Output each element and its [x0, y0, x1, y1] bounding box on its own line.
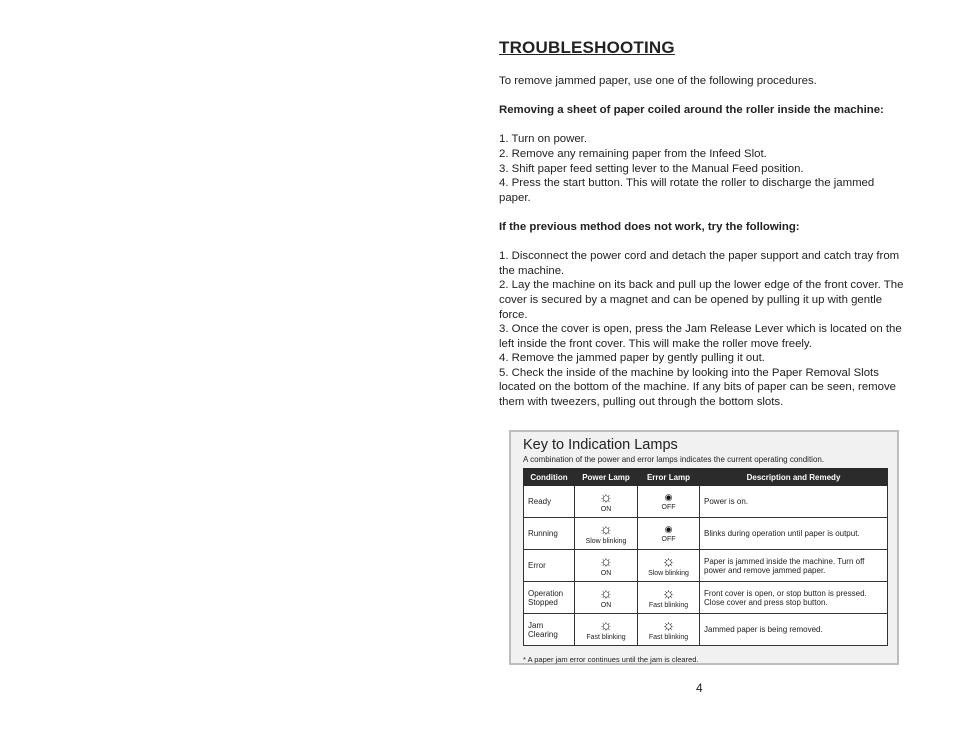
header-description: Description and Remedy [700, 469, 888, 486]
section2-step: 2. Lay the machine on its back and pull up the lower edge of the front cover. The cover is secured by a magnet and can be opened by pulling it up with gentle force. [499, 279, 904, 321]
sun-icon: ☼ [599, 488, 613, 506]
power-lamp-state: Slow blinking [585, 537, 627, 545]
power-lamp-state: ON [600, 505, 612, 513]
condition-cell: Ready [524, 486, 575, 518]
table-row [524, 486, 888, 518]
header-condition: Condition [524, 469, 575, 486]
error-lamp-state: Fast blinking [648, 601, 689, 609]
dot-icon: ◉ [664, 492, 673, 502]
sun-icon: ☼ [661, 584, 676, 602]
description-cell: Jammed paper is being removed. [700, 614, 888, 646]
condition-cell: Operation Stopped [524, 582, 575, 614]
section2-step: 5. Check the inside of the machine by looking into the Paper Removal Slots located on the bottom of the machine. If any bits of paper can be seen, remove them with tweezers, pulling out through the bottom slots. [499, 366, 897, 409]
page-title: TROUBLESHOOTING [499, 38, 675, 57]
sun-icon: ☼ [599, 520, 613, 538]
intro-text: To remove jammed paper, use one of the following procedures. [499, 75, 817, 87]
condition-cell: Jam Clearing [524, 614, 575, 646]
section2-step: 3. Once the cover is open, press the Jam Release Lever which is located on the left inside the front cover. This will make the roller move freely. [499, 323, 902, 350]
error-lamp-state: Fast blinking [648, 633, 689, 641]
troubleshooting-section [499, 38, 909, 410]
sun-icon: ☼ [599, 552, 613, 570]
section1-heading: Removing a sheet of paper coiled around the roller inside the machine: [499, 104, 884, 117]
section1-step: 1. Turn on power. [499, 133, 588, 146]
sun-icon: ☼ [661, 616, 676, 634]
condition-cell: Running [524, 518, 575, 550]
section1-step: 3. Shift paper feed setting lever to the Manual Feed position. [499, 162, 804, 175]
description-cell: Blinks during operation until paper is output. [700, 518, 888, 550]
header-error-lamp: Error Lamp [638, 469, 700, 486]
error-lamp-state: OFF [661, 504, 676, 511]
sun-icon: ☼ [661, 552, 676, 570]
table-row [524, 518, 888, 550]
table-header-row [524, 469, 888, 486]
header-power-lamp: Power Lamp [575, 469, 638, 486]
power-lamp-state: ON [600, 601, 612, 609]
sun-icon: ☼ [599, 616, 613, 634]
description-cell: Paper is jammed inside the machine. Turn off power and remove jammed paper. [700, 550, 888, 582]
page-number: 4 [696, 681, 703, 695]
section2-heading: If the previous method does not work, try the following: [499, 220, 800, 233]
section1-step: 4. Press the start button. This will rotate the roller to discharge the jammed paper. [499, 177, 875, 204]
key-subtitle: A combination of the power and error lamps indicates the current operating condition. [523, 455, 825, 464]
lamp-table [523, 468, 888, 646]
dot-icon: ◉ [664, 524, 673, 534]
description-cell: Power is on. [700, 486, 888, 518]
error-lamp-state: Slow blinking [648, 569, 689, 577]
sun-icon: ☼ [599, 584, 613, 602]
key-footnote: * A paper jam error continues until the jam is cleared. [523, 655, 699, 664]
error-lamp-state: OFF [661, 536, 676, 543]
condition-cell: Error [524, 550, 575, 582]
description-cell: Front cover is open, or stop button is pressed. Close cover and press stop button. [700, 582, 888, 614]
power-lamp-state: ON [600, 569, 612, 577]
table-row [524, 550, 888, 582]
section2-step: 1. Disconnect the power cord and detach the paper support and catch tray from the machine. [499, 250, 900, 277]
power-lamp-state: Fast blinking [586, 633, 626, 641]
key-title: Key to Indication Lamps [523, 437, 678, 453]
table-row [524, 582, 888, 614]
section2-step: 4. Remove the jammed paper by gently pulling it out. [499, 352, 765, 365]
section1-step: 2. Remove any remaining paper from the Infeed Slot. [499, 147, 767, 160]
indication-lamps-key [509, 430, 899, 665]
table-row [524, 614, 888, 646]
